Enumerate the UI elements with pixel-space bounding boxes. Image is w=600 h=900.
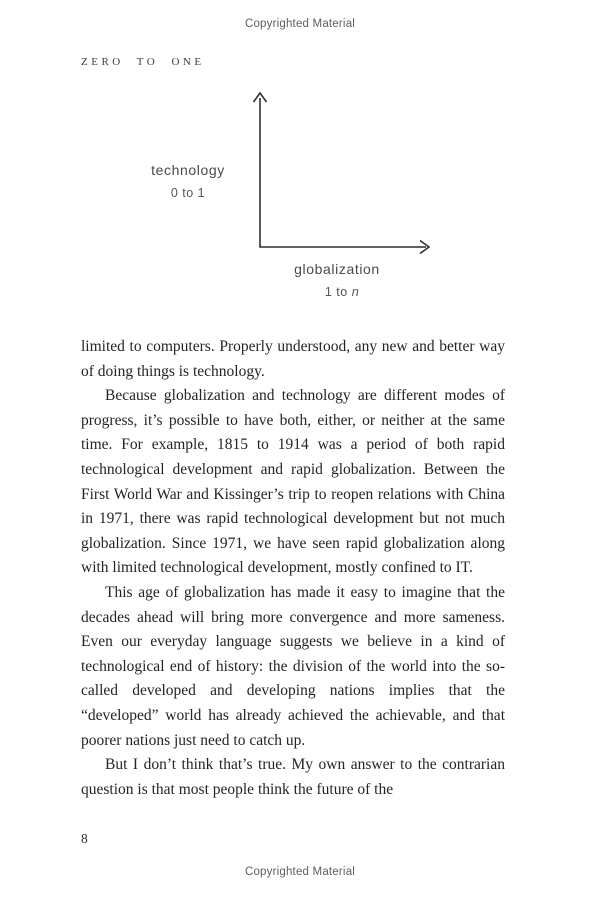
body-text bbox=[81, 335, 505, 802]
axes-graphic bbox=[240, 88, 450, 258]
paragraph-continuation: limited to computers. Properly understood, any new and better way of doing things is technology. bbox=[81, 338, 505, 380]
y-axis-label: technology bbox=[151, 162, 225, 178]
paragraph: But I don’t think that’s true. My own answer to the contrarian question is that most people think the future of the bbox=[81, 756, 505, 798]
axes-diagram bbox=[0, 0, 600, 310]
page-number: 8 bbox=[81, 831, 88, 846]
paragraph: Because globalization and technology are different modes of progress, it’s possible to have both, either, or neither at the same time. For example, 1815 to 1914 was a period of both rapid technological development and rapid globalization. Between the First World War and Kissinger’s trip to reopen relations with China in 1971, there was rapid technological development but not much globalization. Since 1971, we have seen rapid globalization along with limited technological development, mostly confined to IT. bbox=[81, 387, 505, 577]
x-axis-label: globalization bbox=[294, 261, 380, 277]
x-axis-sublabel-variable: n bbox=[351, 285, 360, 299]
x-axis-sublabel bbox=[282, 285, 402, 299]
running-header: ZERO TO ONE bbox=[81, 56, 205, 68]
x-axis-sublabel-prefix: 1 to bbox=[324, 285, 352, 299]
paragraph: This age of globalization has made it easy to imagine that the decades ahead will bring more convergence and more sameness. Even our everyday language suggests we believe in a kind of technological end of history: the division of the world into the so-called developed and developing nations implies that the “developed” world has already achieved the achievable, and that poorer nations just need to catch up. bbox=[81, 583, 505, 749]
copyright-banner-bottom: Copyrighted Material bbox=[244, 866, 356, 878]
y-axis-sublabel: 0 to 1 bbox=[170, 186, 206, 200]
copyright-banner-top: Copyrighted Material bbox=[244, 18, 356, 30]
